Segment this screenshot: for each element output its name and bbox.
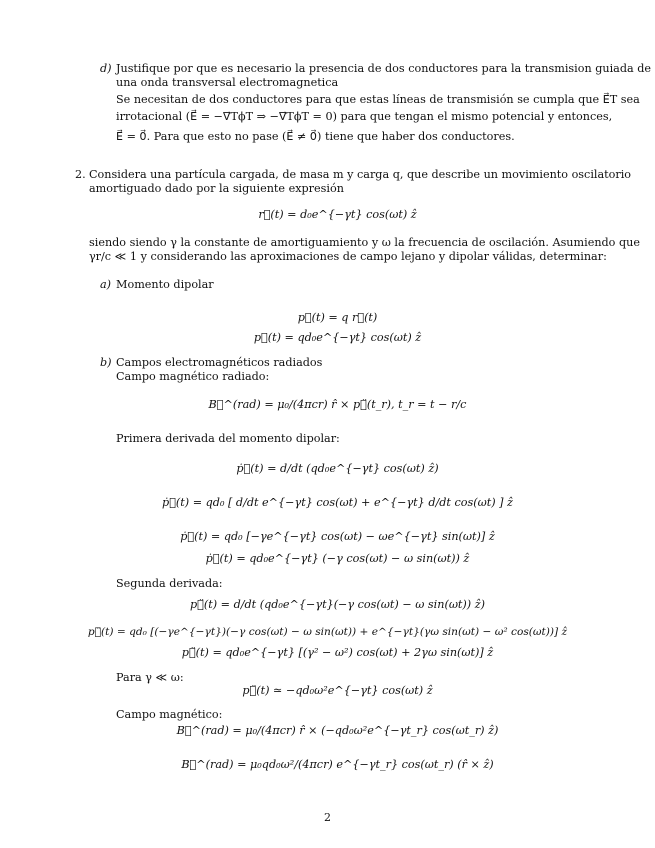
equation-first-derivative-3: ṗ⃗(t) = qd₀ [−γe^{−γt} cos(ωt) − ωe^{−γt} sin(ωt)] ẑ xyxy=(180,530,495,543)
problem-2-statement-line1: Considera una partícula cargada, de masa m y carga q, que describe un movimiento oscilatorio xyxy=(89,168,632,181)
equation-first-derivative-1: ṗ⃗(t) = d/dt (qd₀e^{−γt} cos(ωt) ẑ) xyxy=(236,462,439,475)
part-d-answer-line2: irrotacional (E⃗ = −∇⃗TϕT ⇒ −∇⃗TϕT = 0) para que tengan el mismo potencial y entonces, xyxy=(116,110,613,123)
magnetic-field-title: Campo magnético: xyxy=(116,708,223,721)
approximation-title: Para γ ≪ ω: xyxy=(116,671,184,684)
part-d-answer-line1: Se necesitan de dos conductores para que estas líneas de transmisión se cumpla que E⃗T sea xyxy=(116,93,640,106)
equation-second-derivative-2: p⃗̈(t) = qd₀ [(−γe^{−γt})(−γ cos(ωt) − ω sin(ωt)) + e^{−γt}(γω sin(ωt) − ω² cos(ωt))] ẑ xyxy=(87,626,568,638)
part-b-subtitle: Campo magnético radiado: xyxy=(116,370,270,383)
part-b-title: Campos electromagnéticos radiados xyxy=(116,356,323,369)
part-a-label: a) xyxy=(100,278,112,291)
equation-magnetic-field: B⃗^(rad) = μ₀/(4πcr) r̂ × p⃗̈(t_r), t_r = t − r/c xyxy=(208,398,467,411)
equation-approximation: p⃗̈(t) ≃ −qd₀ω²e^{−γt} cos(ωt) ẑ xyxy=(242,684,433,697)
equation-second-derivative-3: p⃗̈(t) = qd₀e^{−γt} [(γ² − ω²) cos(ωt) + 2γω sin(ωt)] ẑ xyxy=(181,646,494,659)
equation-first-derivative-4: ṗ⃗(t) = qd₀e^{−γt} (−γ cos(ωt) − ω sin(ωt)) ẑ xyxy=(205,552,470,565)
equation-dipole-2: p⃗(t) = qd₀e^{−γt} cos(ωt) ẑ xyxy=(253,331,422,344)
part-d-label: d) xyxy=(100,62,112,75)
equation-magnetic-field-2: B⃗^(rad) = μ₀qd₀ω²/(4πcr) e^{−γt_r} cos(ωt_r) (r̂ × ẑ) xyxy=(181,758,494,771)
part-d-question-line2: una onda transversal electromagnetica xyxy=(116,76,339,89)
equation-position: r⃗(t) = d₀e^{−γt} cos(ωt) ẑ xyxy=(258,208,417,221)
part-a-title: Momento dipolar xyxy=(116,278,214,291)
first-derivative-title: Primera derivada del momento dipolar: xyxy=(116,432,340,445)
part-b-label: b) xyxy=(100,356,112,369)
equation-second-derivative-1: p⃗̈(t) = d/dt (qd₀e^{−γt}(−γ cos(ωt) − ω sin(ωt)) ẑ) xyxy=(190,598,485,611)
equation-dipole-1: p⃗(t) = q r⃗(t) xyxy=(297,311,378,324)
problem-2-text-line2: γr/c ≪ 1 y considerando las aproximaciones de campo lejano y dipolar válidas, determinar: xyxy=(89,250,607,263)
page-number: 2 xyxy=(324,811,331,824)
equation-magnetic-field-1: B⃗^(rad) = μ₀/(4πcr) r̂ × (−qd₀ω²e^{−γt_r} cos(ωt_r) ẑ) xyxy=(176,724,499,737)
part-d-answer-line3: E⃗ = 0⃗. Para que esto no pase (E⃗ ≠ 0⃗) tiene que haber dos conductores. xyxy=(116,130,515,143)
part-d-question-line1: Justifique por que es necesario la presencia de dos conductores para la transmision guiada de xyxy=(116,62,652,75)
problem-2-text-line1: siendo siendo γ la constante de amortiguamiento y ω la frecuencia de oscilación. Asumiendo que xyxy=(89,236,640,249)
problem-2-statement-line2: amortiguado dado por la siguiente expresión xyxy=(89,182,344,195)
problem-2-number: 2. xyxy=(75,168,86,181)
second-derivative-title: Segunda derivada: xyxy=(116,577,223,590)
equation-first-derivative-2: ṗ⃗(t) = qd₀ [ d/dt e^{−γt} cos(ωt) + e^{−γt} d/dt cos(ωt) ] ẑ xyxy=(162,496,513,509)
